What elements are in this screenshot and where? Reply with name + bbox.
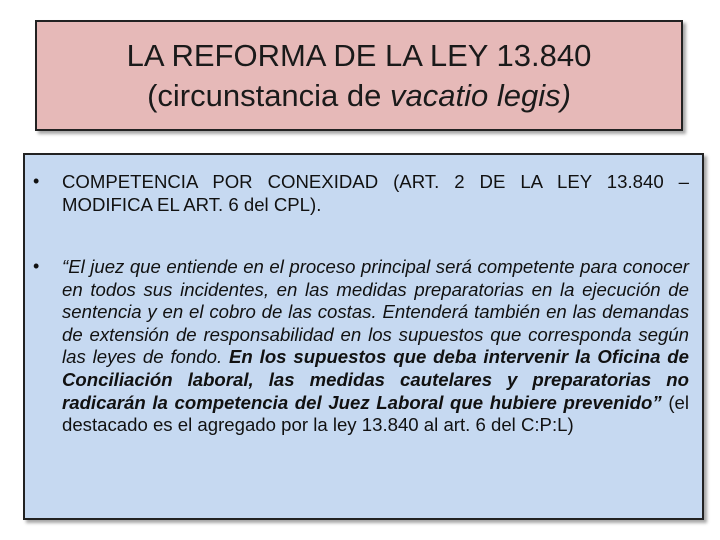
content-box bbox=[23, 153, 704, 520]
bullet-icon: • bbox=[33, 256, 40, 276]
list-item-quote bbox=[62, 256, 689, 437]
note-text: (el destacado es el agregado por la ley 13.840 al art. 6 del C:P:L) bbox=[62, 391, 689, 436]
subtitle-italic-text: vacatio legis) bbox=[390, 77, 571, 113]
highlighted-text: En los supuestos que deba intervenir la Oficina de Conciliación laboral, las medidas cautelares y preparatorias no radicarán la competencia del Juez Laboral que hubiere prevenido” bbox=[62, 346, 690, 413]
quote-text: “El juez que entiende en el proceso principal será competente para conocer en todos sus incidentes, en las medidas preparatorias en la ejecución de sentencia y en el cobro de las costas. Entenderá también en las demandas de extensión de responsabilidad en los supuestos que corresponda según las leyes de fondo. bbox=[62, 256, 689, 368]
title-box bbox=[35, 20, 683, 131]
page-title: LA REFORMA DE LA LEY 13.840 bbox=[126, 37, 592, 73]
list-item-competencia: COMPETENCIA POR CONEXIDAD (ART. 2 DE LA LEY 13.840 – MODIFICA EL ART. 6 del CPL). bbox=[62, 171, 689, 215]
subtitle-text: (circunstancia de bbox=[147, 77, 391, 113]
bullet-icon: • bbox=[33, 171, 40, 191]
page-subtitle bbox=[37, 76, 681, 116]
